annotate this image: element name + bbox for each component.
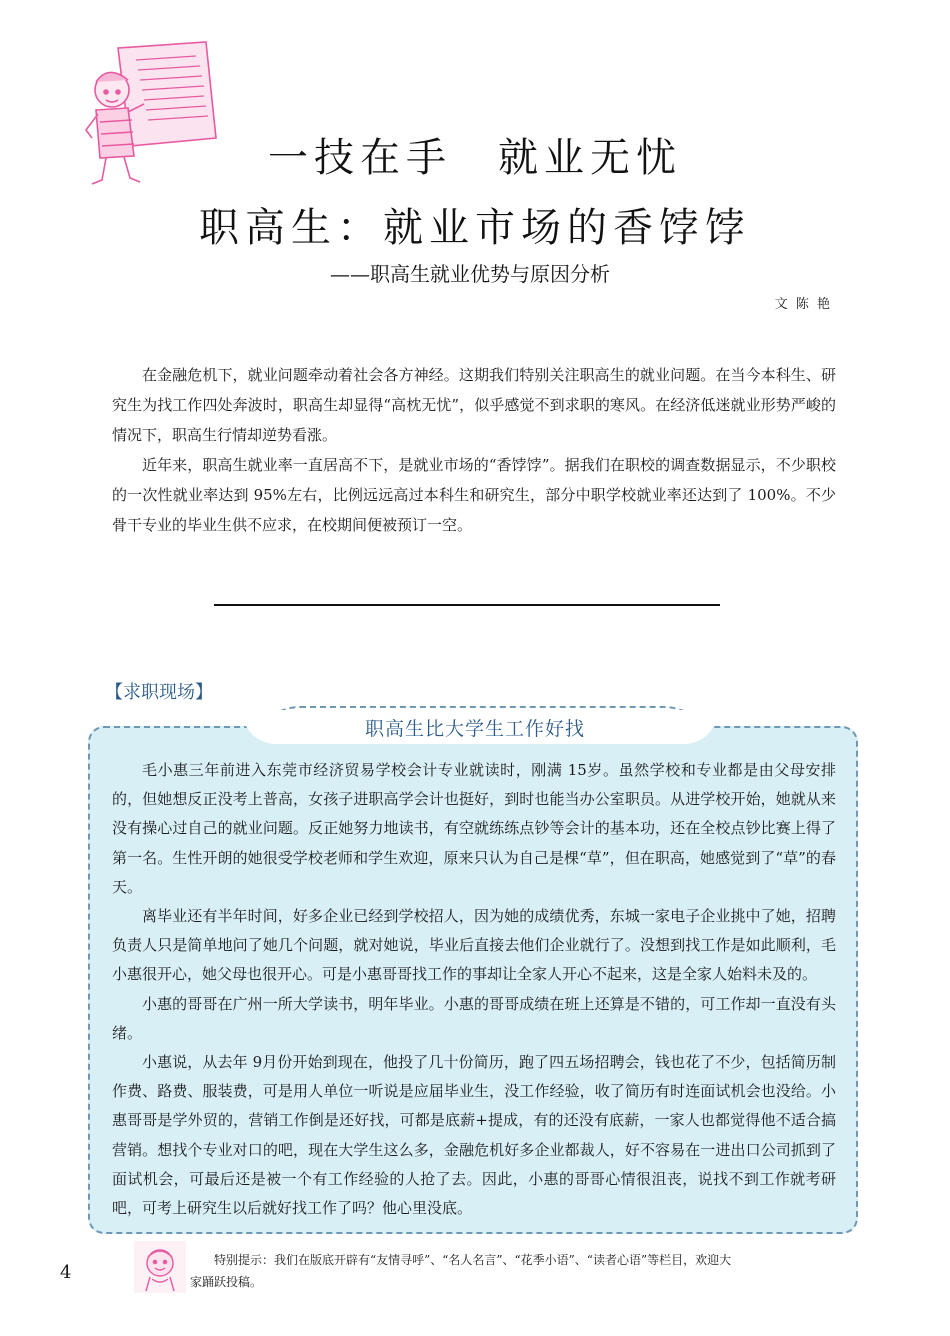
section-label: 【求职现场】 — [105, 682, 213, 703]
section-divider — [214, 604, 720, 606]
story-paragraph: 离毕业还有半年时间，好多企业已经到学校招人，因为她的成绩优秀，东城一家电子企业挑中了她，招聘负责人只是简单地问了她几个问题，就对她说，毕业后直接去他们企业就行了。没想到找工作是如此顺利，毛小惠很开心，她父母也很开心。可是小惠哥哥找工作的事却让全家人开心不起来，这是全家人始料未及的。 — [112, 907, 836, 984]
article-title-line1: 一技在手 就业无忧 — [268, 135, 682, 181]
story-paragraph: 小惠的哥哥在广州一所大学读书，明年毕业。小惠的哥哥成绩在班上还算是不错的，可工作却一直没有头绪。 — [112, 994, 836, 1042]
story-paragraph: 小惠说，从去年 9月份开始到现在，他投了几十份简历，跑了四五场招聘会，钱也花了不少，包括简历制作费、路费、服装费，可是用人单位一听说是应届毕业生，没工作经验，收了简历有时连面试机会也没给。小惠哥哥是学外贸的，营销工作倒是还好找，可都是底薪+提成，有的还没有底薪，一家人也都觉得他不适合搞营销。想找个专业对口的吧，现在大学生这么多，金融危机好多企业都裁人，好不容易在一进出口公司抓到了面试机会，可最后还是被一个有工作经验的人抢了去。因此，小惠的哥哥心情很沮丧，说找不到工作就考研吧，可考上研究生以后就好找工作了吗？他心里没底。 — [112, 1053, 836, 1218]
story-box-title: 职高生比大学生工作好找 — [364, 718, 585, 740]
article-title-line2: 职高生：就业市场的香饽饽 — [199, 205, 751, 251]
footer-note — [190, 1249, 830, 1293]
intro-paragraph: 近年来，职高生就业率一直居高不下，是就业市场的“香饽饽”。据我们在职校的调查数据显示，不少职校的一次性就业率达到 95%左右，比例远远高过本科生和研究生，部分中职学校就业率还达到了 100%。不少骨干专业的毕业生供不应求，在校期间便被预订一空。 — [112, 456, 836, 534]
footer-note-line1: 特别提示：我们在版底开辟有“友情寻呼”、“名人名言”、“花季小语”、“读者心语”等栏目，欢迎大 — [214, 1253, 732, 1267]
intro-text — [112, 360, 836, 540]
footer-note-line2: 家踊跃投稿。 — [190, 1275, 263, 1289]
smiling-child-icon — [134, 1241, 186, 1293]
author-byline: 文 陈 艳 — [774, 297, 832, 312]
story-text — [112, 756, 836, 1223]
story-paragraph: 毛小惠三年前进入东莞市经济贸易学校会计专业就读时，刚满 15岁。虽然学校和专业都是由父母安排的，但她想反正没考上普高，女孩子进职高学会计也挺好，到时也能当办公室职员。从进学校开始，她就从来没有操心过自己的就业问题。反正她努力地读书，有空就练练点钞等会计的基本功，还在全校点钞比赛上得了第一名。生性开朗的她很受学校老师和学生欢迎，原来只认为自己是棵“草”，但在职高，她感觉到了“草”的春天。 — [112, 761, 836, 896]
page-number: 4 — [60, 1262, 72, 1283]
intro-paragraph: 在金融危机下，就业问题牵动着社会各方神经。这期我们特别关注职高生的就业问题。在当今本科生、研究生为找工作四处奔波时，职高生却显得“高枕无忧”，似乎感觉不到求职的寒风。在经济低迷就业形势严峻的情况下，职高生行情却逆势看涨。 — [112, 366, 836, 444]
article-subtitle: ——职高生就业优势与原因分析 — [330, 262, 610, 286]
